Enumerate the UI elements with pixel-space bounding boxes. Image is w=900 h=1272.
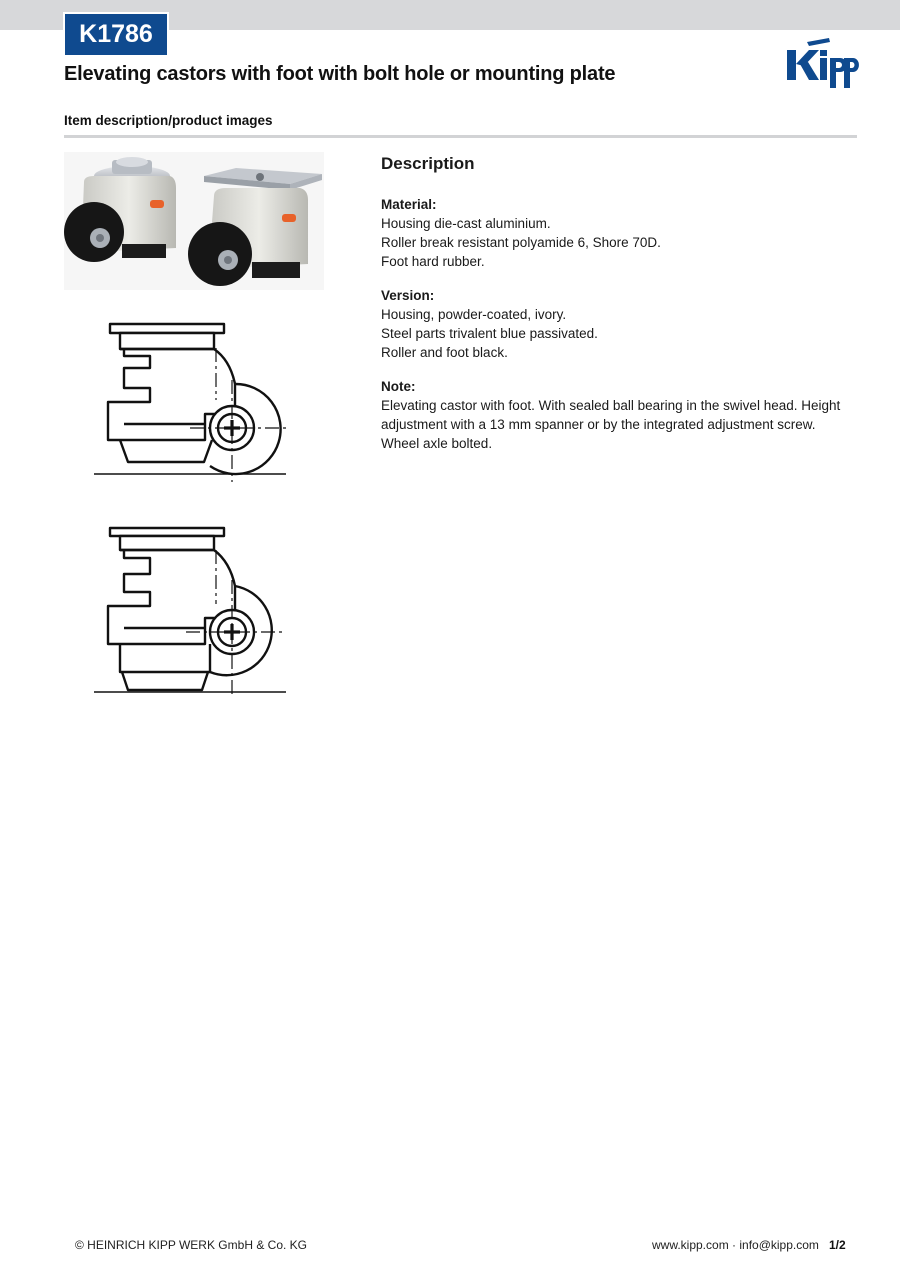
version-block bbox=[381, 286, 851, 362]
version-line: Steel parts trivalent blue passivated. bbox=[381, 326, 598, 341]
footer-copyright: © HEINRICH KIPP WERK GmbH & Co. KG bbox=[75, 1238, 307, 1252]
material-block bbox=[381, 195, 851, 271]
page-number: 1/2 bbox=[829, 1238, 846, 1252]
note-text: Elevating castor with foot. With sealed ball bearing in the swivel head. Height adjustment with a 13 mm spanner or by the integrated adjustment screw. Wheel axle bolted. bbox=[381, 398, 841, 451]
material-line: Foot hard rubber. bbox=[381, 254, 485, 269]
material-line: Roller break resistant polyamide 6, Shore 70D. bbox=[381, 235, 661, 250]
technical-drawing-bolt-hole bbox=[90, 318, 295, 486]
page-title: Elevating castors with foot with bolt hole or mounting plate bbox=[64, 63, 616, 85]
version-label: Version: bbox=[381, 288, 435, 303]
kipp-logo bbox=[783, 36, 859, 92]
note-block bbox=[381, 377, 851, 453]
note-label: Note: bbox=[381, 379, 416, 394]
section-heading: Item description/product images bbox=[64, 113, 273, 128]
section-divider bbox=[64, 135, 857, 138]
version-line: Housing, powder-coated, ivory. bbox=[381, 307, 567, 322]
material-line: Housing die-cast aluminium. bbox=[381, 216, 551, 231]
description-heading: Description bbox=[381, 154, 475, 173]
description-section bbox=[381, 152, 851, 468]
technical-drawing-mounting-plate bbox=[90, 522, 295, 698]
item-code-badge: K1786 bbox=[65, 14, 167, 55]
product-photo bbox=[64, 152, 324, 290]
material-label: Material: bbox=[381, 197, 437, 212]
version-line: Roller and foot black. bbox=[381, 345, 508, 360]
footer-contact[interactable]: www.kipp.com · info@kipp.com bbox=[652, 1238, 819, 1252]
